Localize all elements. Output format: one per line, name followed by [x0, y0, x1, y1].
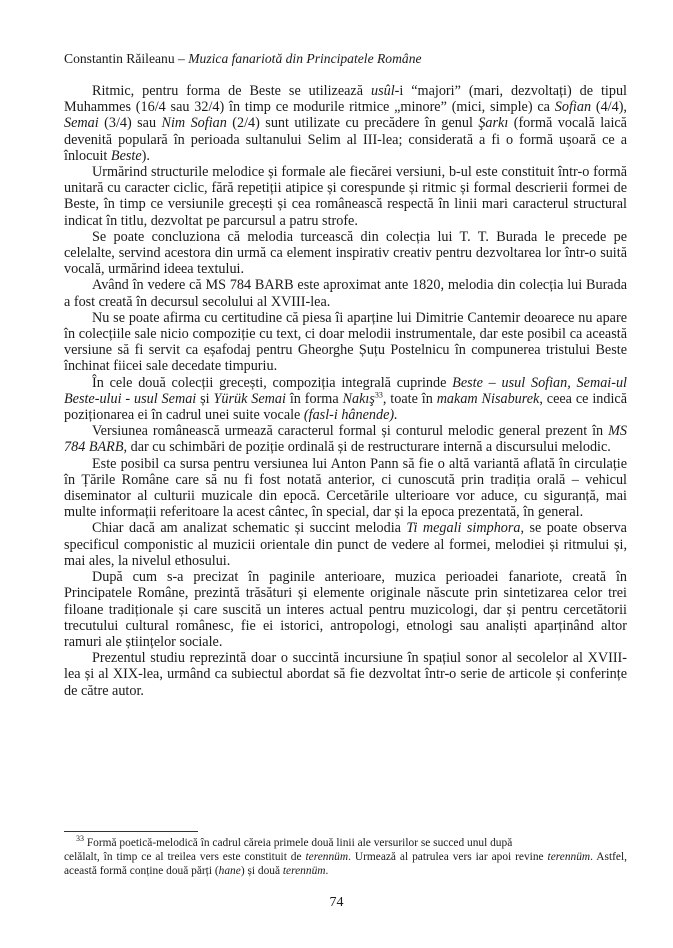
paragraph: [64, 375, 627, 424]
text-run: , dar cu schimbări de poziție ordinală și de restructurare internă a discursului melodic.: [123, 439, 611, 456]
footnote-number: 33: [76, 834, 84, 844]
italic-text: Şarkı: [478, 115, 509, 132]
text-run: În cele două colecții grecești, compoziția integrală cuprinde: [92, 374, 453, 391]
paragraph: [64, 569, 627, 650]
paragraph: [64, 229, 627, 278]
italic-text: (fasl-i hânende).: [303, 407, 398, 424]
text-run: (4/4),: [591, 99, 627, 116]
italic-text: MS 784 BARB: [64, 423, 627, 456]
running-header: [64, 50, 624, 67]
paragraph: [64, 310, 627, 375]
italic-text: Nim Sofian: [161, 115, 227, 132]
italic-text: Yürük Semai: [213, 390, 286, 407]
body-text: [64, 83, 627, 699]
italic-text: Sofian: [554, 99, 592, 116]
paragraph: [64, 83, 627, 164]
italic-text: Beste – usul Sofian, Semai-ul Beste-ului - usul Semai: [64, 374, 627, 407]
text-run: După cum s-a precizat în paginile anterioare, muzica perioadei fanariote, creată în Principatele Române, prezintă trăsături și elemente originale născute prin sintetizarea celor trei filoane tradiționale și care suscită un interes actual pentru muzicologi, dar și pentru cercetătorii trecutului cultural românesc, fie ei istorici, antropologi, etnologi sau analiști aparținând altor ramuri ale științelor sociale.: [64, 569, 627, 650]
text-run: și: [196, 390, 214, 407]
paragraph: [64, 164, 627, 229]
text-run: . Urmează al patrulea vers iar apoi revine: [348, 851, 548, 863]
paragraph: [64, 456, 627, 521]
text-run: . Astfel, această formă conține două părți (: [64, 851, 627, 877]
text-run: , ceea ce indică poziționarea ei în cadrul unei suite vocale: [64, 390, 628, 424]
text-run: -i “majori” (mari, dezvoltați) de tipul Muhammes (16/4 sau 32/4) în timp ce modurile ritmice „minore” (mici, simple) ca: [64, 83, 627, 116]
text-run: (3/4) sau: [98, 115, 162, 132]
page-number: 74: [329, 895, 344, 910]
footnote-rest: [64, 851, 627, 877]
text-run: Prezentul studiu reprezintă doar o succintă incursiune în spațiul sonor al secolelor al XVIII-lea și al XIX-lea, urmând ca subiectul abordat să fie dezvoltat într-o serie de articole și conferințe de către autor.: [64, 650, 627, 699]
footnote-reference: 33: [374, 390, 383, 400]
text-run: Ritmic, pentru forma de Beste se utilizează: [92, 83, 371, 99]
paragraph: [64, 277, 627, 309]
text-run: Se poate concluziona că melodia turcească din colecția lui T. T. Burada le precede pe celelalte, servind acestora din urmă ca element inspirativ creativ pentru dezvoltarea lor într-o suită vocală, urmărind ideea textului.: [64, 228, 627, 278]
text-run: ) și două: [240, 865, 283, 877]
paragraph: [64, 520, 627, 569]
italic-text: Beste: [110, 147, 142, 164]
footnote-first-line-text: Formă poetică-melodică în cadrul căreia primele două linii ale versurilor se succed unul după: [84, 837, 513, 849]
header-separator: –: [174, 51, 189, 66]
footnote-first-line: [64, 836, 627, 850]
italic-text: hane: [218, 865, 241, 877]
text-run: Având în vedere că MS 784 BARB este aproximat ante 1820, melodia din colecția lui Burada a fost creată în decursul secolului al XVIII-lea.: [64, 277, 627, 310]
paragraph: [64, 423, 627, 455]
text-run: (formă vocală laică devenită populară în perioada sultanului Selim al III-lea; considerată a fi o formă ușoară ce a înlocuit: [64, 115, 627, 164]
italic-text: terennüm: [282, 865, 326, 877]
text-run: , toate în: [382, 390, 437, 407]
text-run: ).: [141, 147, 150, 164]
text-run: Este posibil ca sursa pentru versiunea lui Anton Pann să fie o altă variantă aflată în circulație în Țările Române care să nu fi fost notată anterior, ci cunoscută prin tradiția orală – vehicul diseminator al culturii muzicale din epocă. Cercetările ulterioare vor aduce, cu siguranță, mai multe informații referitoare la acest cântec, în special, dar și la epoca prezentată, în general.: [64, 455, 627, 521]
text-run: .: [325, 865, 329, 877]
header-title: Muzica fanariotă din Principatele Române: [188, 51, 422, 66]
text-run: Chiar dacă am analizat schematic și succint melodia: [92, 520, 407, 537]
italic-text: Semai: [64, 115, 99, 132]
italic-text: usûl: [370, 83, 395, 99]
italic-text: terennüm: [547, 851, 591, 863]
italic-text: makam Nisaburek: [436, 390, 540, 407]
text-run: Versiunea românească urmează caracterul formal și conturul melodic general prezent în: [92, 423, 609, 440]
text-run: Urmărind structurile melodice și formale ale fiecărei versiuni, b-ul este constituit într-o formă unitară cu caracter ciclic, fără repetiții atipice și corespunde și ritmic și formal descrierii formei de Beste, în timp ce versiunile grecești și cea românească respectă în linii mari caracterul structural indicat în titlu, dezvoltat pe parcursul a patru strofe.: [64, 164, 627, 229]
text-run: (2/4) sunt utilizate cu precădere în genul: [226, 115, 479, 132]
footnote: [64, 836, 627, 878]
italic-text: Nakış: [342, 390, 375, 407]
paragraph: [64, 650, 627, 699]
footnote-separator: [64, 831, 198, 832]
italic-text: Ti megali simphora: [406, 520, 521, 537]
text-run: în forma: [285, 390, 343, 407]
text-run: Nu se poate afirma cu certitudine că piesa îi aparține lui Dimitrie Cantemir deoarece nu apare în colecțiile sale nicio compoziție cu text, ci doar melodii instrumentale, dar este posibil ca această versiune să fi servit ca eșafodaj pentru Gheorghe Șuțu Postelnicu în compunerea tristului Beste închinat fiicei sale decedate timpuriu.: [64, 309, 627, 375]
text-run: , se poate observa specificul componistic al muzicii orientale din punct de vedere al formei, melodiei și ritmului și, mai ales, la nivelul ethosului.: [64, 520, 627, 569]
text-run: celălalt, în timp ce al treilea vers este constituit de: [64, 851, 306, 863]
italic-text: terennüm: [305, 851, 349, 863]
header-author: Constantin Răileanu: [64, 51, 175, 66]
